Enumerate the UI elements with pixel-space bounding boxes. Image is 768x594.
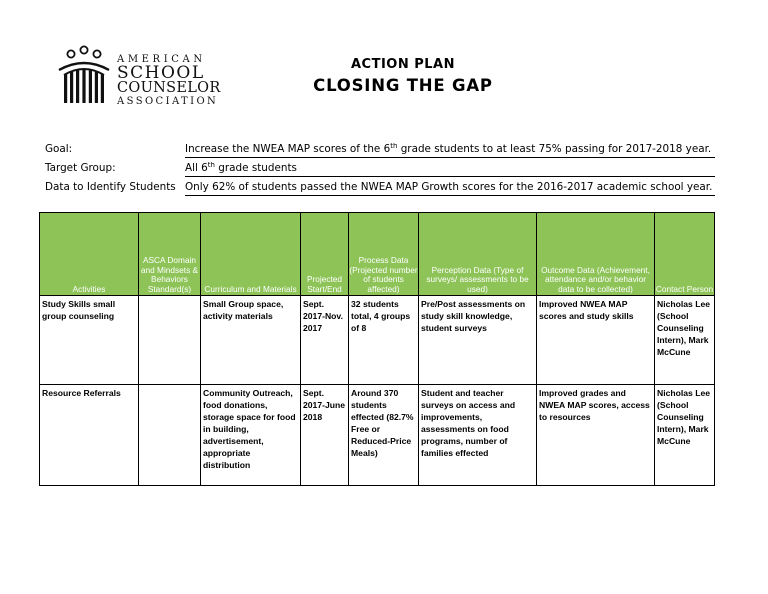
goal-value-sup: th (390, 143, 398, 150)
cell-contact-person: Nicholas Lee (School Counseling Intern), Mark McCune (655, 296, 715, 385)
col-header-activities: Activities (40, 213, 139, 296)
data-label: Data to Identify Students (45, 181, 176, 193)
target-group-value (185, 162, 715, 177)
table-row (40, 296, 715, 385)
cell-activity: Resource Referrals (40, 385, 139, 486)
cell-asca-standards (139, 296, 201, 385)
col-header-outcome-data: Outcome Data (Achievement, attendance and/or behavior data to be collected) (537, 213, 655, 296)
cell-perception-data: Student and teacher surveys on access and improvements, assessments on food programs, number of families effected (419, 385, 537, 486)
col-header-start-end: Projected Start/End (301, 213, 349, 296)
target-group-value-sup: th (207, 162, 215, 169)
target-group-label: Target Group: (45, 162, 116, 174)
goal-row (45, 142, 715, 157)
cell-perception-data: Pre/Post assessments on study skill knowledge, student surveys (419, 296, 537, 385)
action-plan-table (39, 212, 715, 486)
data-value: Only 62% of students passed the NWEA MAP Growth scores for the 2016-2017 academic school year. (185, 181, 715, 196)
cell-curriculum: Community Outreach, food donations, storage space for food in building, advertisement, appropriate distribution (201, 385, 301, 486)
goal-value (185, 143, 715, 158)
cell-start-end: Sept. 2017-June 2018 (301, 385, 349, 486)
target-group-row (45, 161, 715, 176)
logo-line-american: AMERICAN (117, 54, 206, 65)
cell-activity: Study Skills small group counseling (40, 296, 139, 385)
goal-label: Goal: (45, 143, 73, 155)
target-group-value-text-end: grade students (214, 162, 297, 174)
cell-outcome-data: Improved grades and NWEA MAP scores, access to resources (537, 385, 655, 486)
people-icon (55, 44, 113, 106)
page-title: ACTION PLAN (350, 57, 455, 72)
cell-process-data: 32 students total, 4 groups of 8 (349, 296, 419, 385)
table-header-row (40, 213, 715, 296)
asca-logo (55, 44, 225, 106)
goal-value-text: Increase the NWEA MAP scores of the 6 (185, 143, 391, 155)
col-header-curriculum: Curriculum and Materials (201, 213, 301, 296)
col-header-process-data: Process Data (Projected number of students affected) (349, 213, 419, 296)
table-row (40, 385, 715, 486)
logo-line-counselor: COUNSELOR (117, 80, 221, 96)
cell-contact-person: Nicholas Lee (School Counseling Intern), Mark McCune (655, 385, 715, 486)
cell-asca-standards (139, 385, 201, 486)
col-header-asca-standards: ASCA Domain and Mindsets & Behaviors Standard(s) (139, 213, 201, 296)
logo-line-association: ASSOCIATION (117, 96, 219, 107)
logo-text (117, 54, 221, 107)
logo-line-school: SCHOOL (117, 63, 205, 83)
target-group-value-text: All 6 (185, 162, 208, 174)
cell-curriculum: Small Group space, activity materials (201, 296, 301, 385)
cell-process-data: Around 370 students effected (82.7% Free or Reduced-Price Meals) (349, 385, 419, 486)
cell-start-end: Sept. 2017-Nov. 2017 (301, 296, 349, 385)
goal-value-text-end: grade students to at least 75% passing for 2017-2018 year. (397, 143, 712, 155)
col-header-perception-data: Perception Data (Type of surveys/ assessments to be used) (419, 213, 537, 296)
data-row (45, 180, 715, 195)
col-header-contact-person: Contact Person (655, 213, 715, 296)
cell-outcome-data: Improved NWEA MAP scores and study skills (537, 296, 655, 385)
title-block (290, 57, 516, 95)
page-subtitle: CLOSING THE GAP (313, 76, 493, 95)
